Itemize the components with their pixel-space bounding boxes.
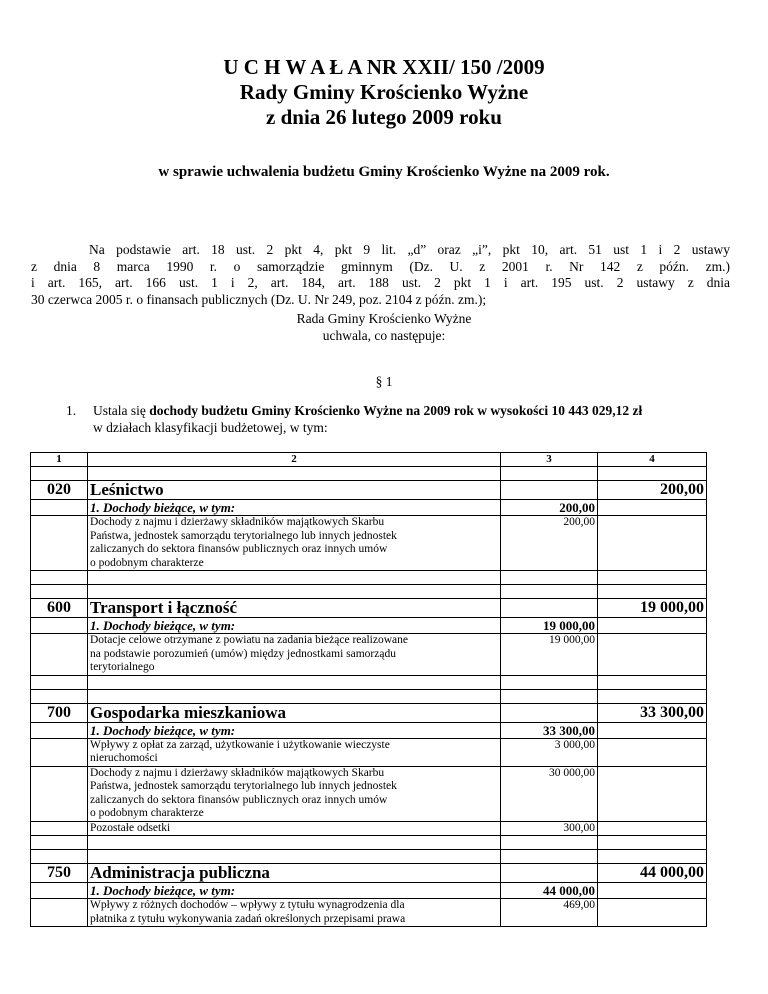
subtotal-amount: 200,00	[501, 500, 598, 516]
empty-cell	[31, 821, 88, 836]
empty-cell	[88, 850, 501, 864]
item-description-line: Państwa, jednostek samorządu terytorialnego lub innych jednostek	[90, 529, 397, 542]
empty-cell	[501, 864, 598, 883]
subtotal-row	[31, 618, 707, 634]
empty-cell	[598, 850, 707, 864]
empty-cell	[598, 899, 707, 927]
empty-cell	[598, 836, 707, 850]
council-resolves-line1: Rada Gminy Krościenko Wyżne	[296, 311, 472, 326]
section-name: Transport i łączność	[88, 599, 501, 618]
legal-basis-line: 30 czerwca 2005 r. o finansach publicznych (Dz. U. Nr 249, poz. 2104 z późn. zm.);	[31, 291, 487, 307]
empty-cell	[501, 481, 598, 500]
table-header-row	[31, 453, 707, 467]
header-cell: 1	[31, 453, 88, 467]
item-amount: 300,00	[501, 821, 598, 836]
empty-cell	[31, 571, 88, 585]
empty-cell	[501, 836, 598, 850]
table-row	[31, 766, 707, 821]
empty-cell	[598, 689, 707, 703]
section-row	[31, 864, 707, 883]
item-amount: 469,00	[501, 899, 598, 927]
empty-cell	[598, 883, 707, 899]
empty-cell	[598, 500, 707, 516]
empty-cell	[598, 766, 707, 821]
spacer-row	[31, 850, 707, 864]
empty-cell	[31, 516, 88, 571]
section-total: 44 000,00	[598, 864, 707, 883]
spacer-row	[31, 571, 707, 585]
item-description-line: Dotacje celowe otrzymane z powiatu na zadania bieżące realizowane	[90, 634, 408, 646]
item-description-line: Wpływy z różnych dochodów – wpływy z tytułu wynagrodzenia dla	[90, 899, 405, 911]
empty-cell	[501, 599, 598, 618]
table-row	[31, 516, 707, 571]
item-description-line: płatnika z tytułu wykonywania zadań określonych przepisami prawa	[90, 912, 406, 925]
section-row	[31, 481, 707, 500]
subtotal-amount: 33 300,00	[501, 722, 598, 738]
empty-cell	[31, 850, 88, 864]
empty-cell	[31, 766, 88, 821]
spacer-row	[31, 675, 707, 689]
empty-cell	[31, 675, 88, 689]
empty-cell	[31, 836, 88, 850]
empty-cell	[88, 836, 501, 850]
section-row	[31, 703, 707, 722]
resolution-subject: w sprawie uchwalenia budżetu Gminy Krościenko Wyżne na 2009 rok.	[158, 164, 610, 180]
empty-cell	[598, 571, 707, 585]
empty-cell	[501, 703, 598, 722]
section-code: 600	[31, 599, 88, 618]
subtotal-label: 1. Dochody bieżące, w tym:	[88, 500, 501, 516]
empty-cell	[598, 634, 707, 676]
item-description-line: zaliczanych do sektora finansów publicznych oraz innych umów	[90, 793, 388, 806]
empty-cell	[598, 675, 707, 689]
legal-basis	[31, 242, 730, 308]
empty-cell	[31, 738, 88, 766]
table-row	[31, 634, 707, 676]
empty-cell	[31, 883, 88, 899]
item-description-line: Dochody z najmu i dzierżawy składników majątkowych Skarbu	[90, 766, 385, 779]
section-code: 750	[31, 864, 88, 883]
spacer-row	[31, 467, 707, 481]
legal-basis-line: i art. 165, art. 166 ust. 1 i 2, art. 184, art. 188 ust. 2 pkt 1 i art. 195 ust. 2 ustawy z dnia	[31, 275, 730, 290]
section-name: Administracja publiczna	[88, 864, 501, 883]
empty-cell	[598, 585, 707, 599]
subtotal-amount: 19 000,00	[501, 618, 598, 634]
resolution-date: z dnia 26 lutego 2009 roku	[266, 105, 502, 129]
table-row	[31, 899, 707, 927]
item-description-line: nieruchomości	[90, 752, 158, 764]
point-prefix: Ustala się	[93, 403, 150, 418]
section-row	[31, 599, 707, 618]
section-name: Gospodarka mieszkaniowa	[88, 703, 501, 722]
empty-cell	[598, 467, 707, 481]
item-description	[88, 899, 501, 927]
point-number: 1.	[66, 403, 77, 418]
item-description-line: Dochody z najmu i dzierżawy składników majątkowych Skarbu	[90, 516, 385, 528]
item-description-line: Wpływy z opłat za zarząd, użytkowanie i użytkowanie wieczyste	[90, 738, 390, 751]
income-table	[30, 452, 707, 927]
item-amount: 3 000,00	[501, 738, 598, 766]
subtotal-row	[31, 500, 707, 516]
empty-cell	[598, 821, 707, 836]
subtotal-label: 1. Dochody bieżące, w tym:	[88, 883, 501, 899]
section-total: 33 300,00	[598, 703, 707, 722]
subtotal-row	[31, 883, 707, 899]
item-description-line: zaliczanych do sektora finansów publicznych oraz innych umów	[90, 543, 388, 555]
empty-cell	[31, 899, 88, 927]
empty-cell	[31, 618, 88, 634]
section-total: 200,00	[598, 481, 707, 500]
item-description	[88, 738, 501, 766]
empty-cell	[598, 618, 707, 634]
empty-cell	[88, 571, 501, 585]
header-cell: 3	[501, 453, 598, 467]
section-name: Leśnictwo	[88, 481, 501, 500]
item-description-line: na podstawie porozumień (umów) między jednostkami samorządu	[90, 647, 396, 660]
item-description-line: Państwa, jednostek samorządu terytorialnego lub innych jednostek	[90, 780, 397, 792]
council-resolves-line2: uchwala, co następuje:	[322, 328, 446, 343]
header-cell: 4	[598, 453, 707, 467]
item-description-line: Pozostałe odsetki	[90, 821, 171, 834]
empty-cell	[501, 850, 598, 864]
resolution-number: U C H W A Ł A NR XXII/ 150 /2009	[223, 55, 545, 79]
item-description	[88, 516, 501, 571]
empty-cell	[501, 585, 598, 599]
empty-cell	[88, 467, 501, 481]
item-description	[88, 634, 501, 676]
subtotal-label: 1. Dochody bieżące, w tym:	[88, 722, 501, 738]
header-cell: 2	[88, 453, 501, 467]
spacer-row	[31, 585, 707, 599]
empty-cell	[31, 634, 88, 676]
item-description	[88, 766, 501, 821]
item-amount: 30 000,00	[501, 766, 598, 821]
point-suffix: w działach klasyfikacji budżetowej, w tym:	[93, 420, 328, 435]
table-row	[31, 738, 707, 766]
legal-basis-line: z dnia 8 marca 1990 r. o samorządzie gminnym (Dz. U. z 2001 r. Nr 142 z późn. zm.)	[31, 258, 730, 274]
table-row	[31, 821, 707, 836]
council-name: Rady Gminy Krościenko Wyżne	[239, 80, 529, 104]
section-code: 020	[31, 481, 88, 500]
subtotal-label: 1. Dochody bieżące, w tym:	[88, 618, 501, 634]
item-description-line: o podobnym charakterze	[90, 556, 204, 569]
empty-cell	[31, 467, 88, 481]
empty-cell	[598, 516, 707, 571]
empty-cell	[31, 585, 88, 599]
empty-cell	[501, 467, 598, 481]
empty-cell	[501, 571, 598, 585]
empty-cell	[88, 689, 501, 703]
item-description	[88, 821, 501, 836]
point-bold-text: dochody budżetu Gminy Krościenko Wyżne na 2009 rok w wysokości 10 443 029,12 zł	[149, 403, 643, 418]
legal-basis-line: Na podstawie art. 18 ust. 2 pkt 4, pkt 9 lit. „d” oraz „i”, pkt 10, art. 51 ust 1 i 2 ustawy	[89, 242, 730, 257]
empty-cell	[501, 689, 598, 703]
empty-cell	[88, 585, 501, 599]
empty-cell	[598, 722, 707, 738]
empty-cell	[31, 500, 88, 516]
empty-cell	[598, 738, 707, 766]
subtotal-row	[31, 722, 707, 738]
item-amount: 200,00	[501, 516, 598, 571]
empty-cell	[501, 675, 598, 689]
empty-cell	[88, 675, 501, 689]
section-total: 19 000,00	[598, 599, 707, 618]
spacer-row	[31, 836, 707, 850]
spacer-row	[31, 689, 707, 703]
item-description-line: o podobnym charakterze	[90, 807, 204, 819]
subtotal-amount: 44 000,00	[501, 883, 598, 899]
item-amount: 19 000,00	[501, 634, 598, 676]
empty-cell	[31, 722, 88, 738]
paragraph-mark: § 1	[375, 374, 393, 389]
empty-cell	[31, 689, 88, 703]
point-text	[93, 402, 753, 436]
item-description-line: terytorialnego	[90, 661, 155, 673]
section-code: 700	[31, 703, 88, 722]
